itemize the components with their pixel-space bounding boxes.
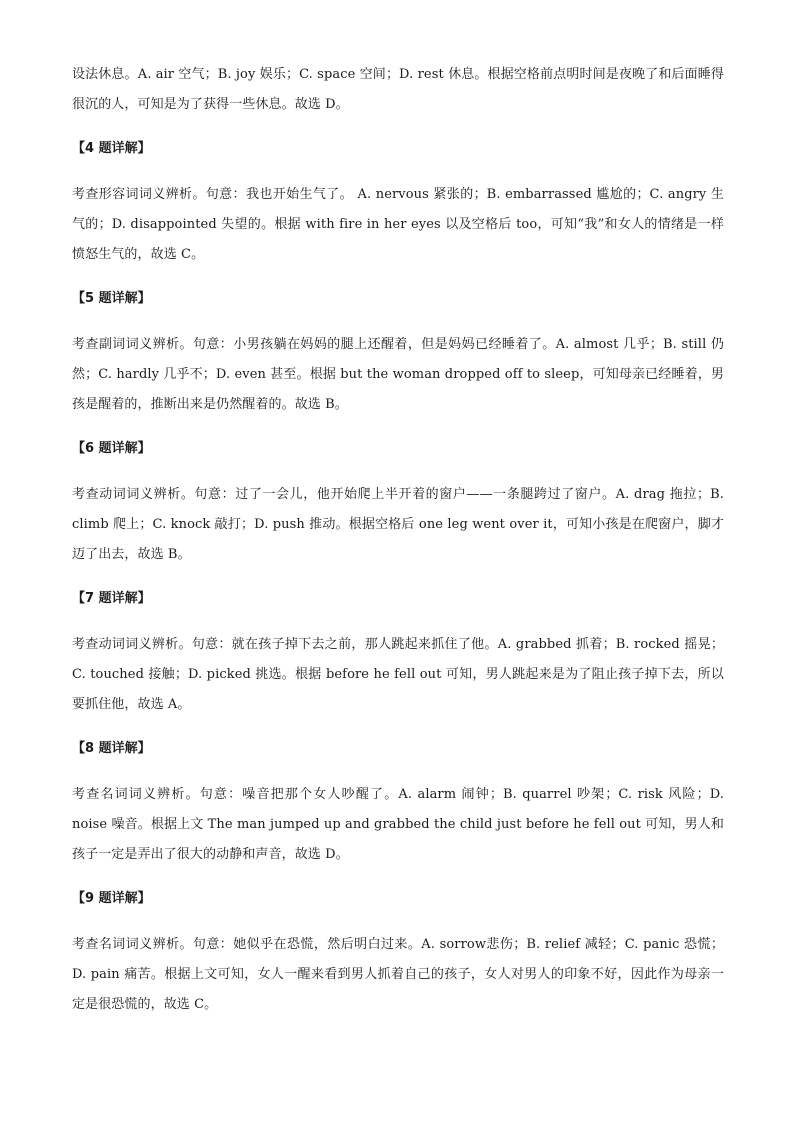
- section-body-9: 考查名词词义辨析。句意：她似乎在恐慌，然后明白过来。A. sorrow悲伤；B. relief 减轻；C. panic 恐慌；D. pain 痛苦。根据上文可知，女人一醒来看到男人抓着自己的孩子，女人对男人的印象不好，因此作为母亲一定是很恐慌的，故选 C。: [72, 937, 724, 1012]
- section-body-8: 考查名词词义辨析。句意：噪音把那个女人吵醒了。A. alarm 闹钟；B. quarrel 吵架；C. risk 风险；D. noise 噪音。根据上文 The man jumped up and grabbed the child just before he fell out 可知，男人和孩子一定是弄出了很大的动静和声音，故选 D。: [72, 787, 724, 862]
- section-body-6: 考查动词词义辨析。句意：过了一会儿，他开始爬上半开着的窗户——一条腿跨过了窗户。A. drag 拖拉；B. climb 爬上；C. knock 敲打；D. push 推动。根据空格后 one leg went over it，可知小孩是在爬窗户，脚才迈了出去，故选 B。: [72, 487, 724, 562]
- intro-paragraph: 设法休息。A. air 空气；B. joy 娱乐；C. space 空间；D. rest 休息。根据空格前点明时间是夜晚了和后面睡得很沉的人，可知是为了获得一些休息。故选 D。: [72, 67, 724, 112]
- section-heading-9: 【9 题详解】: [72, 891, 151, 906]
- section-heading-7: 【7 题详解】: [72, 591, 151, 606]
- section-heading-6: 【6 题详解】: [72, 441, 151, 456]
- section-heading-4: 【4 题详解】: [72, 141, 151, 156]
- section-body-7: 考查动词词义辨析。句意：就在孩子掉下去之前，那人跳起来抓住了他。A. grabbed 抓着；B. rocked 摇晃；C. touched 接触；D. picked 挑选。根据 before he fell out 可知，男人跳起来是为了阻止孩子掉下去，所以要抓住他，故选 A。: [72, 637, 724, 712]
- section-body-5: 考查副词词义辨析。句意：小男孩躺在妈妈的腿上还醒着，但是妈妈已经睡着了。A. almost 几乎；B. still 仍然；C. hardly 几乎不；D. even 甚至。根据 but the woman dropped off to sleep，可知母亲已经睡着，男孩是醒着的，推断出来是仍然醒着的。故选 B。: [72, 337, 724, 412]
- section-heading-5: 【5 题详解】: [72, 291, 151, 306]
- section-heading-8: 【8 题详解】: [72, 741, 151, 756]
- section-body-4: 考查形容词词义辨析。句意：我也开始生气了。 A. nervous 紧张的；B. embarrassed 尴尬的；C. angry 生气的；D. disappointed 失望的。根据 with fire in her eyes 以及空格后 too，可知“我”和女人的情绪是一样愤怒生气的，故选 C。: [72, 187, 724, 262]
- document-page: [72, 60, 724, 1020]
